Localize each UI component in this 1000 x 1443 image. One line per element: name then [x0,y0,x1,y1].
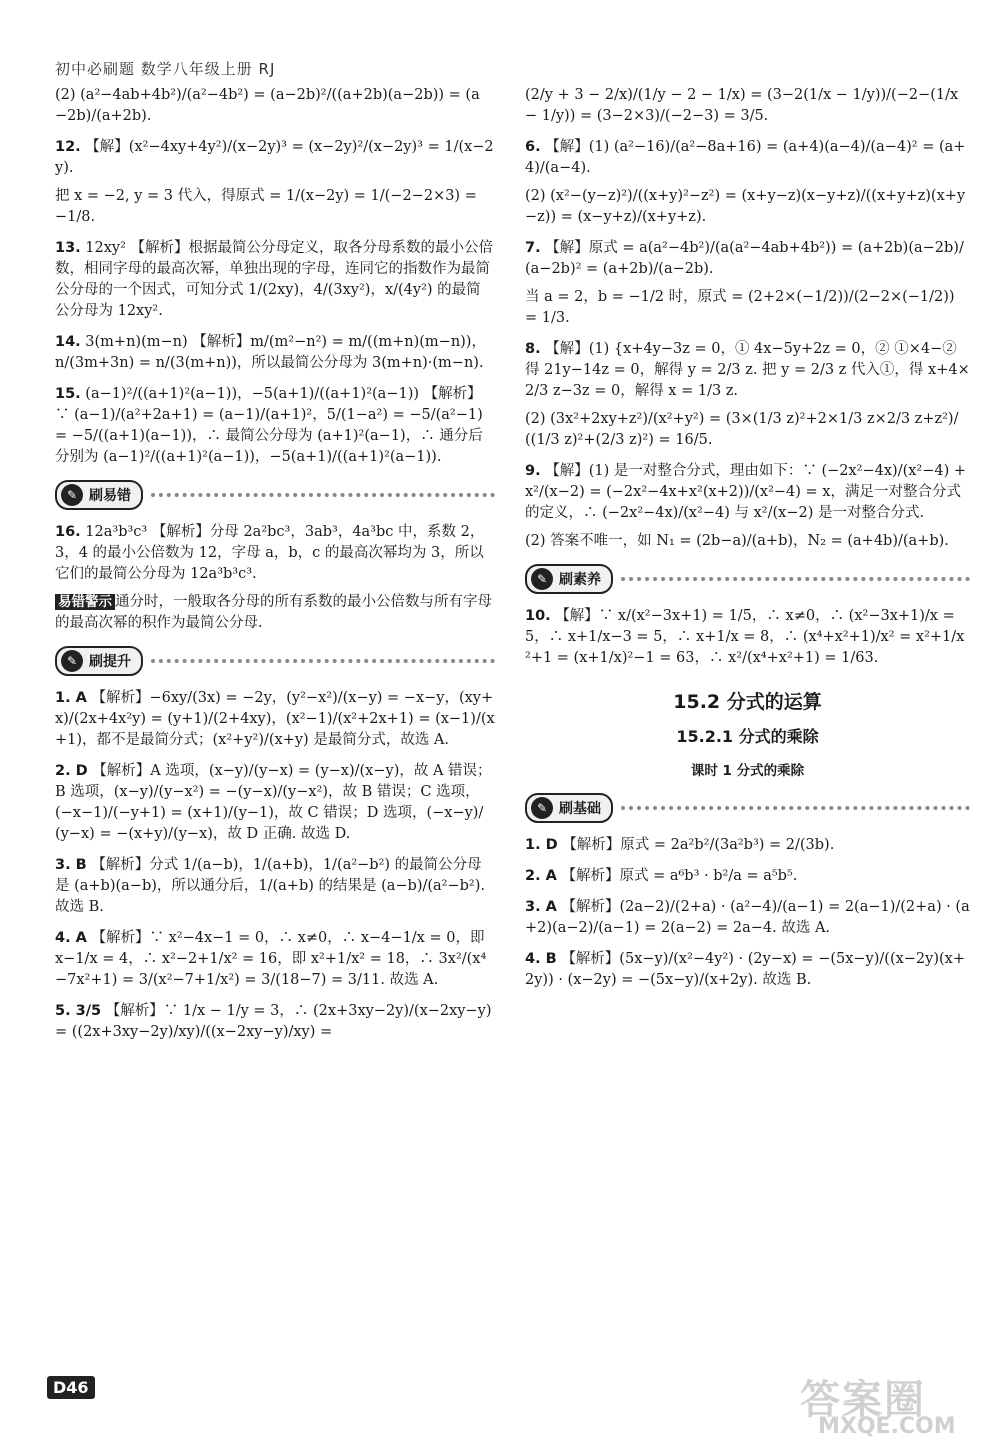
pencil-icon: ✎ [61,484,83,506]
answer-number: 6. [525,139,541,155]
answer-item [525,85,970,127]
answer-text: 把 x = −2, y = 3 代入，得原式 = 1/(x−2y) = 1/(−2−2×3) = −1/8. [55,188,477,225]
answer-number: 15. [55,386,81,402]
section-suyang-label: 刷素养 [559,572,601,588]
answer-text: 【解析】分式 1/(a−b)，1/(a+b)，1/(a²−b²) 的最简公分母是 (a+b)(a−b)，所以通分后，1/(a+b) 的结果是 (a−b)/(a²−b²). 故选 B. [55,857,486,915]
dotted-divider [621,577,970,581]
answer-16 [55,522,495,585]
answer-text: (2) (a²−4ab+4b²)/(a²−4b²) = (a−2b)²/((a+2b)(a−2b)) = (a−2b)/(a+2b). [55,87,480,124]
warning-label: 易错警示 [55,594,115,610]
left-answers [55,85,495,468]
right-answers-2 [525,606,970,669]
warning-text: 通分时，一般取各分母的所有系数的最小公倍数与所有字母的最高次幂的积作为最简公分母. [55,594,492,631]
answer-text: 【解】(x²−4xy+4y²)/(x−2y)³ = (x−2y)²/(x−2y)³ = 1/(x−2y). [55,139,494,176]
left-column [55,85,495,1050]
section-tisheng-label: 刷提升 [89,654,131,670]
answer-text: 【解】(1) {x+4y−3z = 0，① 4x−5y+2z = 0，② ①×4−②得 21y−14z = 0，解得 y = 2/3 z. 把 y = 2/3 z 代入①，得 x+4×2/3 z−3z = 0，解得 x = 1/3 z. [525,341,970,399]
answer-item [55,761,495,845]
section-suyang [525,564,970,594]
answer-item [55,85,495,127]
answer-number: 9. [525,463,541,479]
answer-number: 5. 3/5 [55,1003,102,1019]
answer-number: 1. D [525,837,558,853]
answer-item [525,897,970,939]
watermark-logo: 答案圈 [800,1377,926,1423]
answer-text: (2/y + 3 − 2/x)/(1/y − 2 − 1/x) = (3−2(1/x − 1/y))/(−2−(1/x − 1/y)) = (3−2×3)/(−2−3) = 3/5. [525,87,959,124]
answer-item [525,339,970,402]
section-title: 15.2.1 分式的乘除 [676,727,819,746]
answer-number: 10. [525,608,551,624]
answer-text: 【解】(1) 是一对整合分式，理由如下：∵ (−2x²−4x)/(x²−4) + x²/(x−2) = (−2x²−4x+x²(x+2))/(x²−4) = x，满足一对整合分式的定义，∴ (−2x²−4x)/(x²−4) 与 x²/(x−2) 是一对整合分式. [525,463,967,521]
right-column [525,85,970,998]
section-yicuo [55,480,495,510]
answer-item [525,606,970,669]
answer-text: 【解析】A 选项，(x−y)/(y−x) = (y−x)/(x−y)，故 A 错误；B 选项，(x−y)/(y−x²) = −(y−x)/(y−x²)，故 B 错误；C 选项，(−x−1)/(−y+1) = (x+1)/(y−1)，故 C 错误；D 选项，(−x−y)/(y−x) = −(x+y)/(y−x)，故 D 正确. 故选 D. [55,763,492,842]
section-jichu [525,793,970,823]
answer-item [55,1001,495,1043]
answer-number: 2. D [55,763,88,779]
answer-item [525,186,970,228]
answer-item [55,384,495,468]
section-tisheng [55,646,495,676]
answer-number: 3. A [525,899,557,915]
right-answers-3 [525,835,970,991]
answer-text: 【解析】原式 = a⁶b³ · b²/a = a⁵b⁵. [561,868,798,884]
answer-text: 【解】原式 = a(a²−4b²)/(a(a²−4ab+4b²)) = (a+2b)(a−2b)/(a−2b)² = (a+2b)/(a−2b). [525,240,964,277]
answer-number: 1. A [55,690,87,706]
answer-item [525,409,970,451]
answer-text: (2) (3x²+2xy+z²)/(x²+y²) = (3×(1/3 z)²+2×1/3 z×2/3 z+z²)/((1/3 z)²+(2/3 z)²) = 16/5. [525,411,959,448]
lesson-title: 课时 1 分式的乘除 [690,763,805,779]
answer-item [525,137,970,179]
answer-text: 【解析】∵ x²−4x−1 = 0，∴ x≠0，∴ x−4−1/x = 0，即 x−1/x = 4，∴ x²−2+1/x² = 16，即 x²+1/x² = 18，∴ 3x²/(x⁴−7x²+1) = 3/(x²−7+1/x²) = 3/(18−7) = 3/11. 故选 A. [55,930,487,988]
dotted-divider [151,493,495,497]
answer-item [525,949,970,991]
chapter-title: 15.2 分式的运算 [673,691,822,713]
answer-text: 3(m+n)(m−n) 【解析】m/(m²−n²) = m/((m+n)(m−n))，n/(3m+3n) = n/(3(m+n))，所以最简公分母为 3(m+n)·(m−n). [55,334,486,371]
answer-text: (2) (x²−(y−z)²)/((x+y)²−z²) = (x+y−z)(x−y+z)/((x+y+z)(x+y−z)) = (x−y+z)/(x+y+z). [525,188,966,225]
watermark-url: MXQE.COM [818,1414,956,1439]
pencil-icon: ✎ [531,568,553,590]
answer-item [55,332,495,374]
answer-item [525,866,970,887]
answer-number: 12. [55,139,81,155]
section-jichu-label: 刷基础 [559,801,601,817]
answer-item [525,287,970,329]
page-number: D46 [47,1376,95,1399]
answer-number: 2. A [525,868,557,884]
answer-text: 当 a = 2，b = −1/2 时，原式 = (2+2×(−1/2))/(2−2×(−1/2)) = 1/3. [525,289,955,326]
answer-number: 8. [525,341,541,357]
right-answers [525,85,970,552]
answer-item [55,928,495,991]
answer-item [55,688,495,751]
pencil-icon: ✎ [531,797,553,819]
answer-item [55,238,495,322]
left-answers-2 [55,688,495,1043]
answer-text: 【解析】−6xy/(3x) = −2y，(y²−x²)/(x−y) = −x−y，(xy+x)/(2x+4x²y) = (y+1)/(2+4xy)，(x²−1)/(x²+2x+1) = (x−1)/(x+1)，都不是最简分式；(x²+y²)/(x+y) 是最简分式，故选 A. [55,690,495,748]
answer-item [55,186,495,228]
answer-number: 4. B [525,951,557,967]
answer-item [55,855,495,918]
answer-text: 【解析】原式 = 2a²b²/(3a²b³) = 2/(3b). [562,837,835,853]
answer-text: 【解析】(5x−y)/(x²−4y²) · (2y−x) = −(5x−y)/((x−2y)(x+2y)) · (x−2y) = −(5x−y)/(x+2y). 故选 B. [525,951,965,988]
section-yicuo-label: 刷易错 [89,488,131,504]
answer-item [55,137,495,179]
answer-item [525,461,970,524]
warning-note [55,592,495,634]
dotted-divider [151,659,495,663]
answer-16-number: 16. [55,524,81,540]
page-header: 初中必刷题 数学八年级上册 RJ [55,60,276,78]
answer-item [525,531,970,552]
answer-number: 14. [55,334,81,350]
answer-item [525,238,970,280]
answer-number: 4. A [55,930,87,946]
pencil-icon: ✎ [61,650,83,672]
answer-text: 【解】(1) (a²−16)/(a²−8a+16) = (a+4)(a−4)/(a−4)² = (a+4)/(a−4). [525,139,966,176]
answer-text: 【解析】(2a−2)/(2+a) · (a²−4)/(a−1) = 2(a−1)/(2+a) · (a+2)(a−2)/(a−1) = 2(a−2) = 2a−4. 故选 A. [525,899,970,936]
answer-item [525,835,970,856]
answer-number: 13. [55,240,81,256]
dotted-divider [621,806,970,810]
answer-text: (2) 答案不唯一，如 N₁ = (2b−a)/(a+b)，N₂ = (a+4b)/(a+b). [525,533,949,549]
answer-text: (a−1)²/((a+1)²(a−1))，−5(a+1)/((a+1)²(a−1)) 【解析】∵ (a−1)/(a²+2a+1) = (a−1)/(a+1)²，5/(1−a²) = −5/(a²−1) = −5/((a+1)(a−1))，∴ 最简公分母为 (a+1)²(a−1)，∴ 通分后分别为 (a−1)²/((a+1)²(a−1))，−5(a+1)/((a+1)²(a−1)). [55,386,483,465]
answer-text: 12xy² 【解析】根据最简公分母定义，取各分母系数的最小公倍数，相同字母的最高次幂，单独出现的字母，连同它的指数作为最简公分母的一个因式，可知分式 1/(2xy)，4/(3xy²)，x/(4y²) 的最简公分母为 12xy². [55,240,494,319]
answer-16-text: 12a³b³c³ 【解析】分母 2a²bc³，3ab³，4a³bc 中，系数 2，3，4 的最小公倍数为 12，字母 a，b，c 的最高次幂均为 3，所以它们的最简公分母为 12a³b³c³. [55,524,485,582]
answer-text: 【解析】∵ 1/x − 1/y = 3，∴ (2x+3xy−2y)/(x−2xy−y) = ((2x+3xy−2y)/xy)/((x−2xy−y)/xy) = [55,1003,492,1040]
answer-text: 【解】∵ x/(x²−3x+1) = 1/5，∴ x≠0，∴ (x²−3x+1)/x = 5，∴ x+1/x−3 = 5，∴ x+1/x = 8，∴ (x⁴+x²+1)/x² = x²+1/x²+1 = (x+1/x)²−1 = 63，∴ x²/(x⁴+x²+1) = 1/63. [525,608,965,666]
answer-number: 3. B [55,857,87,873]
answer-number: 7. [525,240,541,256]
